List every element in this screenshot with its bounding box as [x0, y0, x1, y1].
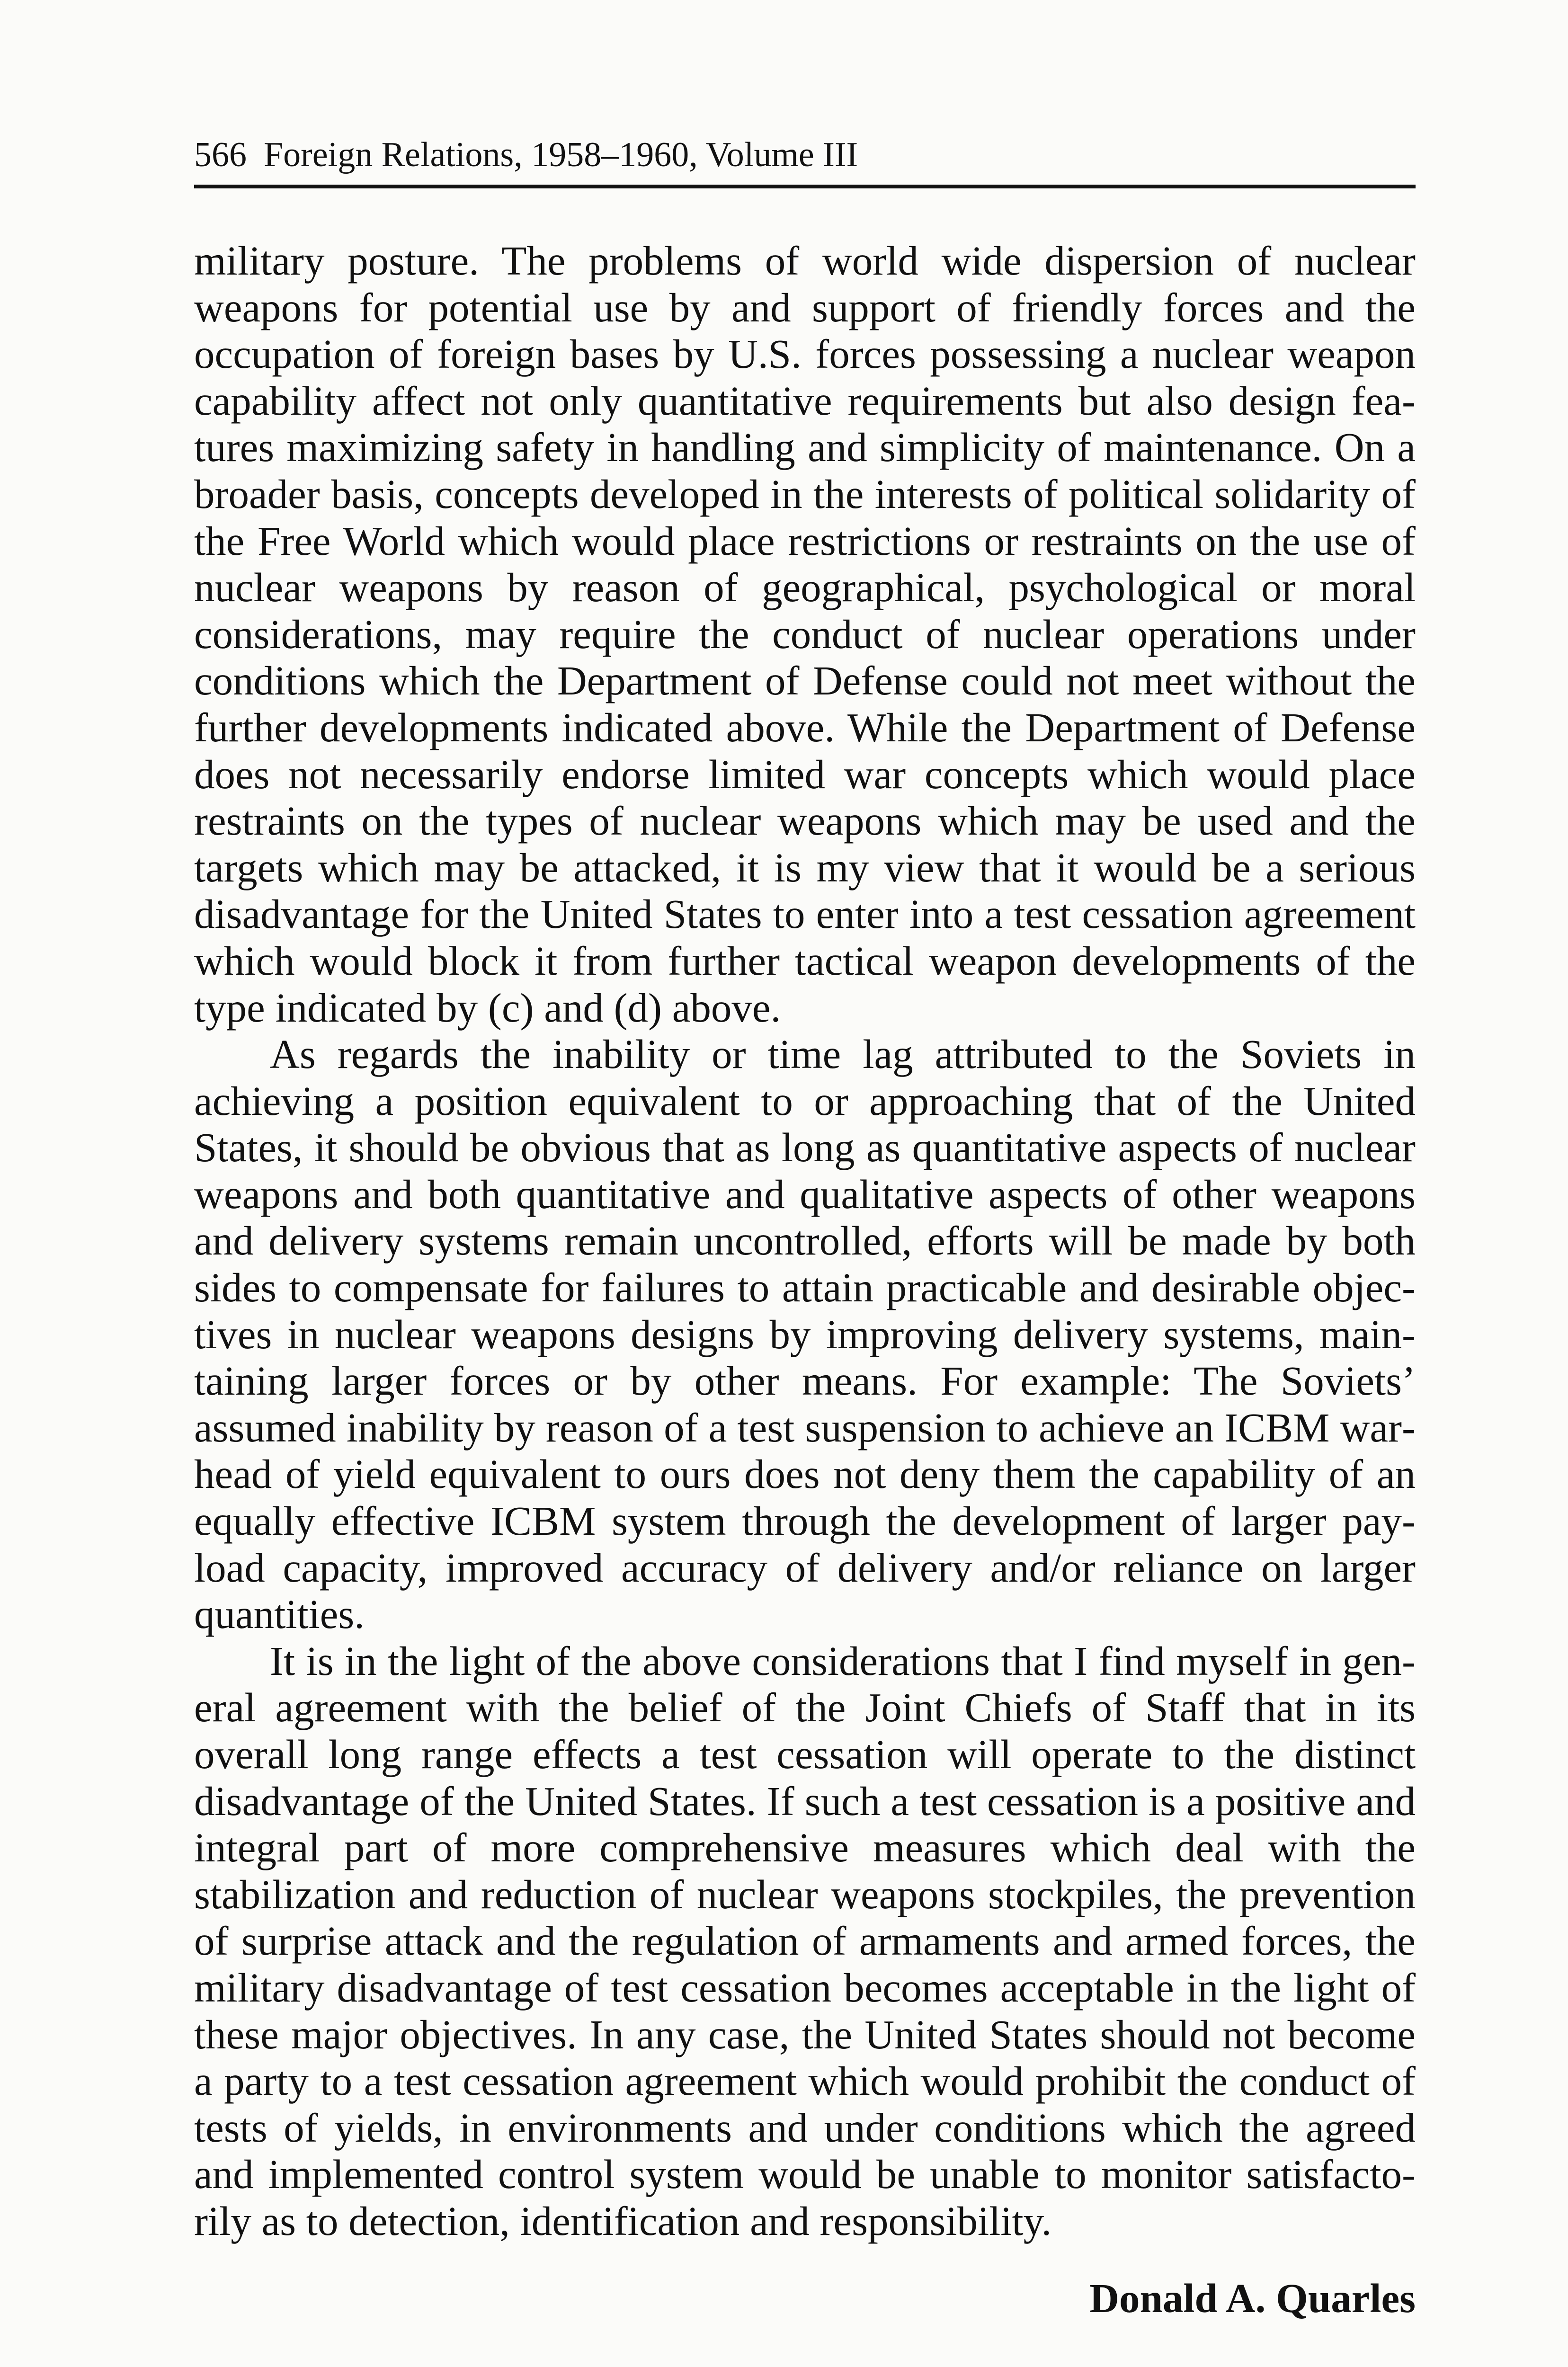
paragraph-continued: military posture. The problems of world wide dispersion of nuclear weapons for potential use by and support of friendly forces and the occupation of foreign bases by U.S. forces possessing a nuclear weapon capability affect not only quantitative requirements but also design features maximizing safety in handling and simplicity of maintenance. On a broader basis, concepts developed in the interests of political solidarity of the Free World which would place restrictions or restraints on the use of nuclear weapons by reason of geographical, psychological or moral considerations, may require the conduct of nuclear operations under conditions which the Department of Defense could not meet without the further developments indicated above. While the Department of Defense does not necessarily endorse limited war concepts which would place restraints on the types of nuclear weapons which may be used and the targets which may be attacked, it is my view that it would be a serious disadvantage for the United States to enter into a test cessation agreement which would block it from further tactical weapon developments of the type indicated by (c) and (d) above. — [194, 238, 1416, 1031]
running-head — [194, 137, 1416, 188]
document-page — [194, 137, 1416, 2322]
running-head-title: Foreign Relations, 1958–1960, Volume III — [264, 135, 858, 174]
signature: Donald A. Quarles — [1089, 2275, 1416, 2321]
body-text — [194, 238, 1416, 2245]
paragraph-soviet-lag: As regards the inability or time lag attributed to the Soviets in achieving a position equivalent to or approaching that of the United States, it should be obvious that as long as quantitative aspects of nuclear weapons and both quantitative and qualitative aspects of other weapons and delivery systems remain uncontrolled, efforts will be made by both sides to compensate for failures to attain practicable and desirable objectives in nuclear weapons designs by improving delivery systems, maintaining larger forces or by other means. For example: The Soviets’ assumed inability by reason of a test suspension to achieve an ICBM warhead of yield equivalent to ours does not deny them the capability of an equally effective ICBM system through the development of larger payload capacity, improved accuracy of delivery and/or reliance on larger quantities. — [194, 1031, 1416, 1637]
page-number: 566 — [194, 135, 247, 174]
paragraph-conclusion: It is in the light of the above considerations that I find myself in general agreement with the belief of the Joint Chiefs of Staff that in its overall long range effects a test cessation will operate to the distinct disadvantage of the United States. If such a test cessation is a positive and integral part of more comprehensive measures which deal with the stabilization and reduction of nuclear weapons stockpiles, the prevention of surprise attack and the regulation of armaments and armed forces, the military disadvantage of test cessation becomes acceptable in the light of these major objectives. In any case, the United States should not become a party to a test cessation agreement which would prohibit the conduct of tests of yields, in environments and under conditions which the agreed and implemented control system would be unable to monitor satisfactorily as to detection, identification and responsibility. — [194, 1637, 1416, 2244]
